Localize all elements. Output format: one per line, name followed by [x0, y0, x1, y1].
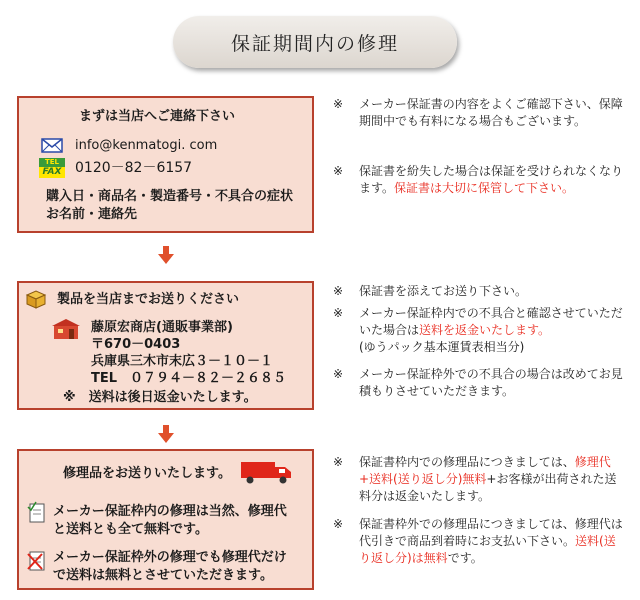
shop-tel: TEL ０７９４－８２－２６８５	[91, 371, 287, 386]
note-highlight: 保証書は大切に保管して下さい。	[394, 181, 575, 195]
note-item: ※ 保証書枠内での修理品につきましては、修理代+送料(送り返し分)無料+お客様が出荷された送料分は返金いたします。	[333, 455, 617, 503]
note-item: ※ メーカー保証枠内での不具合と確認させていただいた場合は送料を返金いたします。 (ゆうパック基本運賃表相当分)	[333, 306, 623, 354]
mail-icon	[41, 138, 63, 153]
checklist-icon	[27, 501, 47, 523]
step3-item1-line1: メーカー保証枠内の修理は当然、修理代	[53, 504, 287, 519]
cross-out-document-icon	[27, 549, 47, 571]
note-highlight: 修理代+送料(送り返し分)無料	[359, 455, 611, 486]
note-highlight: 送料(送り返し分)は無料	[359, 534, 616, 565]
shop-postal-code: 〒670－0403	[91, 337, 181, 352]
note-item: ※ 保証書を紛失した場合は保証を受けられなくなります。保証書は大切に保管して下さい。	[333, 164, 624, 195]
step2-heading: 製品を当店までお送りください	[57, 292, 240, 307]
note-highlight: 送料を返金いたします。	[419, 323, 551, 337]
down-arrow-icon	[158, 246, 174, 264]
note-item: ※ 保証書を添えてお送り下さい。	[333, 284, 528, 298]
delivery-truck-icon	[241, 460, 293, 484]
step3-heading: 修理品をお送りいたします。	[63, 466, 231, 481]
step2-send-box	[17, 281, 314, 410]
tel-fax-number: 0120－82－6157	[75, 160, 193, 176]
step3-item1-line2: と送料とも全て無料です。	[53, 522, 208, 537]
package-icon	[25, 289, 47, 309]
step3-return-box	[17, 449, 314, 590]
step1-info-line2: お名前・連絡先	[46, 207, 138, 222]
page-title: 保証期間内の修理	[173, 16, 457, 68]
note-item: ※ 保証書枠外での修理品につきましては、修理代は代引きで商品到着時にお支払い下さい。送料(送り返し分)は無料です。	[333, 517, 623, 565]
note-item: ※ メーカー保証枠外での不具合の場合は改めてお見積もりさせていただきます。	[333, 367, 623, 398]
shop-address: 兵庫県三木市末広３－１０－１	[91, 354, 274, 369]
step1-info-line1: 購入日・商品名・製造番号・不具合の症状	[46, 189, 294, 204]
step2-refund-note: ※ 送料は後日返金いたします。	[63, 390, 257, 405]
down-arrow-icon	[158, 425, 174, 443]
shop-icon	[52, 319, 80, 339]
step1-heading: まずは当店へご連絡下さい	[79, 109, 236, 124]
note-item: ※ メーカー保証書の内容をよくご確認下さい、保障期間中でも有料になる場合もございます。	[333, 97, 623, 128]
step3-item2-line1: メーカー保証枠外の修理でも修理代だけ	[53, 550, 287, 565]
shop-name: 藤原宏商店(通販事業部)	[91, 320, 233, 335]
step3-item2-line2: で送料は無料とさせていただきます。	[53, 568, 273, 583]
step1-contact-box	[17, 96, 314, 233]
tel-fax-icon: TEL FAX	[39, 158, 65, 178]
email-address[interactable]: info@kenmatogi. com	[75, 138, 218, 153]
